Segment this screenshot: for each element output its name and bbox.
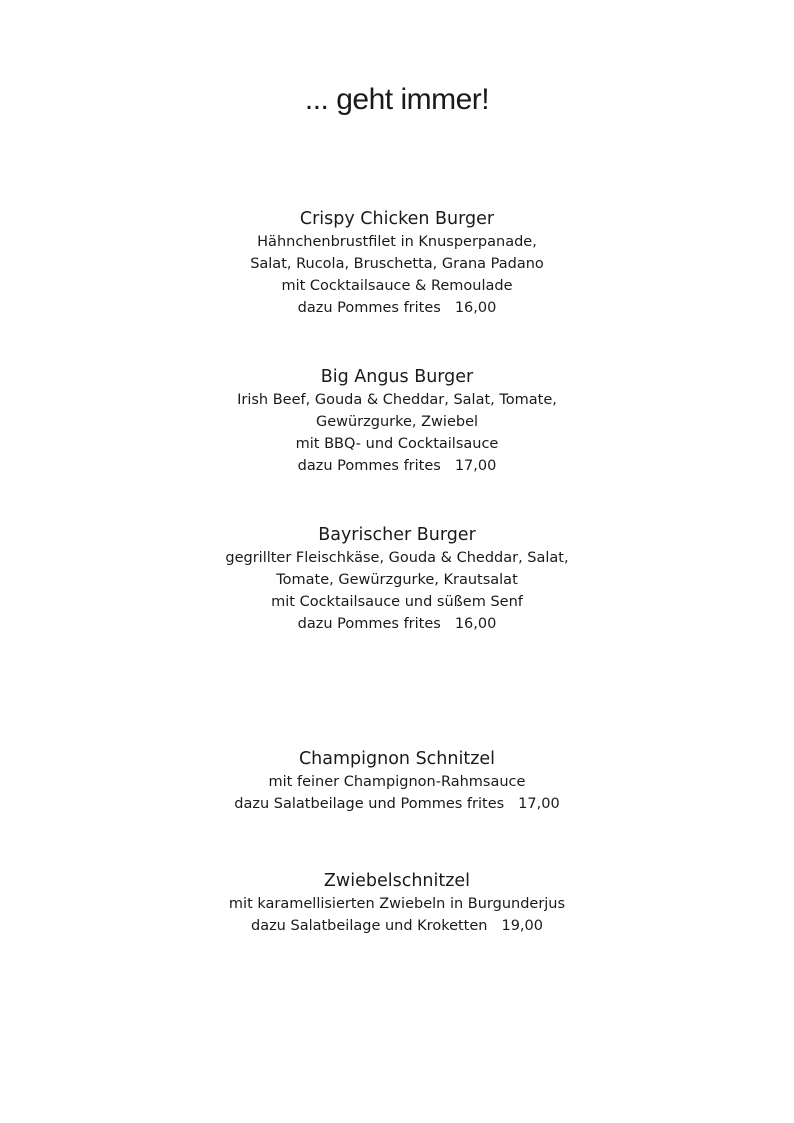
menu-item-crispy-chicken-burger <box>0 207 794 319</box>
dish-description-line: Gewürzgurke, Zwiebel <box>315 414 479 430</box>
dish-side: dazu Pommes frites <box>297 616 441 632</box>
dish-name: Zwiebelschnitzel <box>323 871 471 891</box>
dish-description-line: mit feiner Champignon-Rahmsauce <box>268 774 526 790</box>
dish-name: Champignon Schnitzel <box>298 749 496 769</box>
menu-item-champignon-schnitzel <box>0 747 794 815</box>
dish-name: Crispy Chicken Burger <box>299 209 495 229</box>
menu-item-big-angus-burger <box>0 365 794 477</box>
dish-side-line <box>0 613 794 635</box>
dish-description-line: Salat, Rucola, Bruschetta, Grana Padano <box>250 256 544 272</box>
dish-price: 16,00 <box>454 616 497 632</box>
dish-description-line: Irish Beef, Gouda & Cheddar, Salat, Tomate, <box>237 392 557 408</box>
dish-price: 17,00 <box>454 458 497 474</box>
dish-price: 19,00 <box>501 918 543 934</box>
dish-description-line: gegrillter Fleischkäse, Gouda & Cheddar, Salat, <box>225 550 569 566</box>
dish-description-line: mit Cocktailsauce & Remoulade <box>281 278 513 294</box>
dish-description-line: Hähnchenbrustfilet in Knusperpanade, <box>257 234 537 250</box>
dish-description-line: Tomate, Gewürzgurke, Krautsalat <box>276 572 518 588</box>
dish-side: dazu Salatbeilage und Pommes frites <box>234 796 505 812</box>
dish-side: dazu Salatbeilage und Kroketten <box>250 918 488 934</box>
dish-description-line: mit Cocktailsauce und süßem Senf <box>271 594 523 610</box>
dish-side-line <box>0 297 794 319</box>
menu-item-zwiebelschnitzel <box>0 869 794 937</box>
dish-price: 16,00 <box>454 300 497 316</box>
dish-description-line: mit BBQ- und Cocktailsauce <box>295 436 499 452</box>
dish-name: Bayrischer Burger <box>318 525 476 545</box>
dish-side: dazu Pommes frites <box>297 300 441 316</box>
dish-side-line <box>0 793 794 815</box>
page-title: ... geht immer! <box>304 83 490 116</box>
dish-side-line <box>0 915 794 937</box>
dish-price: 17,00 <box>518 796 560 812</box>
menu-item-bayrischer-burger <box>0 523 794 635</box>
dish-side: dazu Pommes frites <box>297 458 441 474</box>
dish-side-line <box>0 455 794 477</box>
dish-name: Big Angus Burger <box>320 367 474 387</box>
dish-description-line: mit karamellisierten Zwiebeln in Burgunderjus <box>228 896 566 912</box>
